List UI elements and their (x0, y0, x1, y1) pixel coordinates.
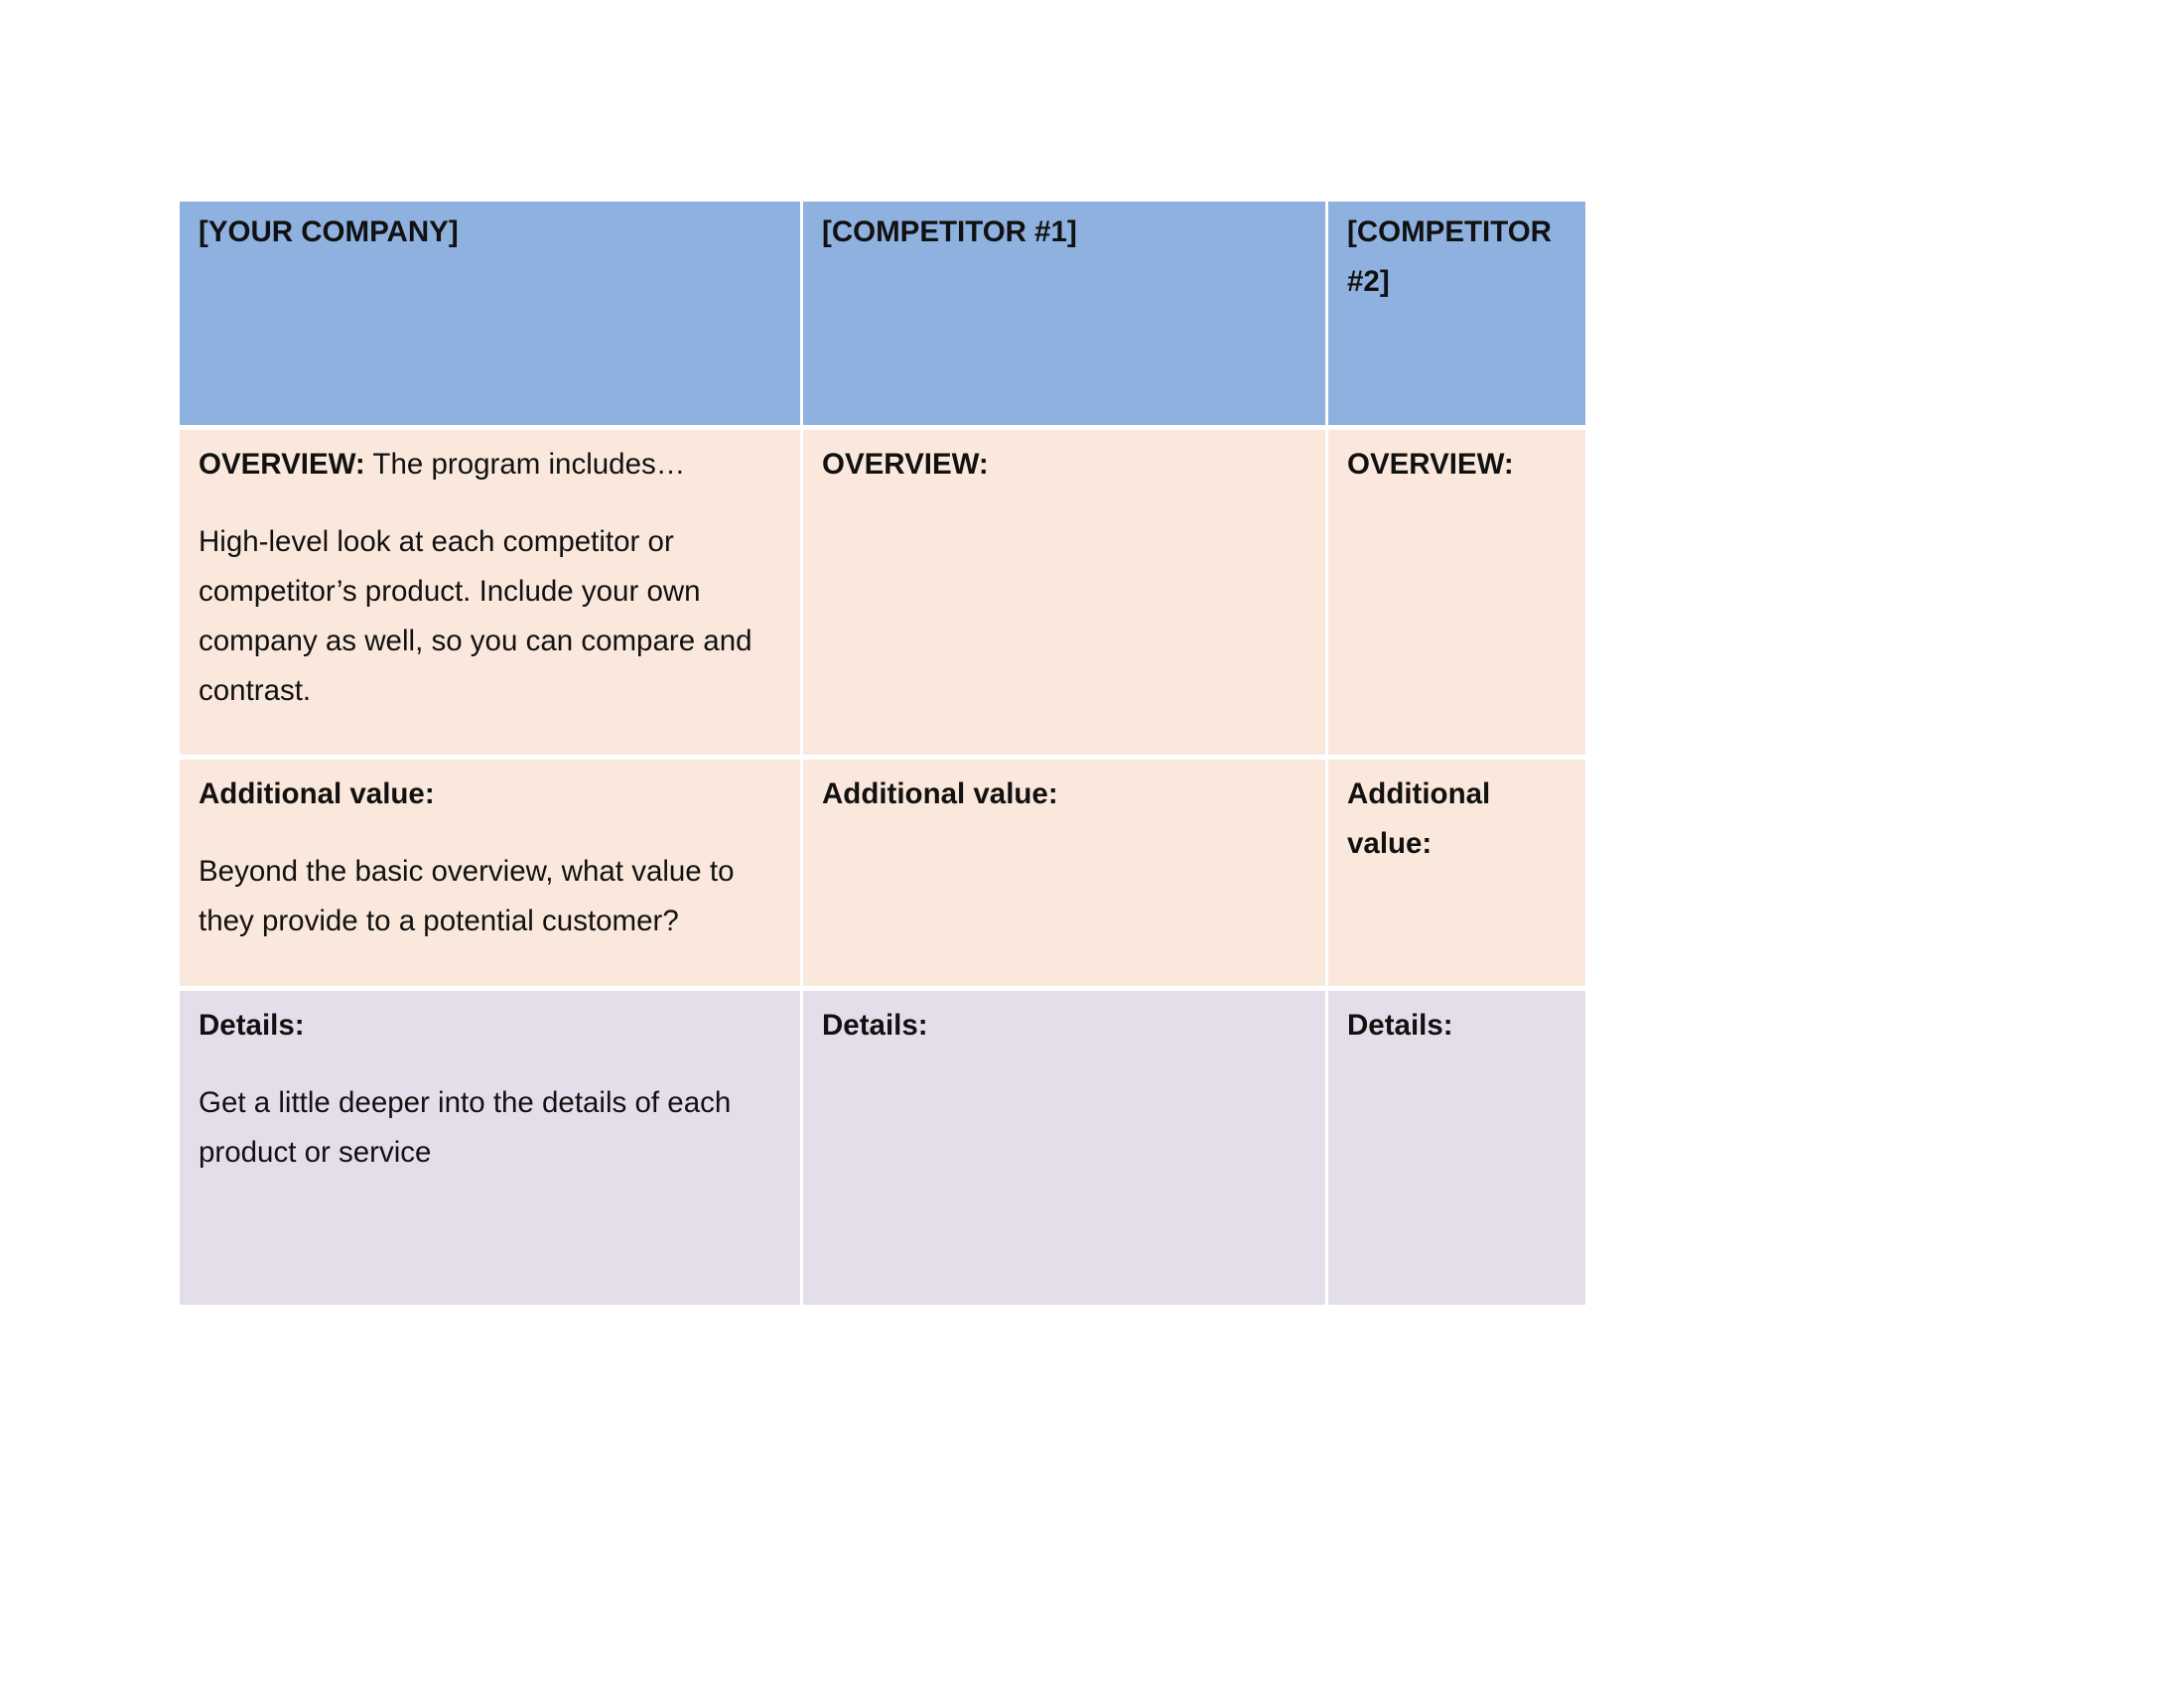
additional-value-label: Additional value: (1347, 777, 1491, 860)
details-label: Details: (199, 1009, 305, 1042)
details-cell-competitor-1 (803, 991, 1325, 1305)
overview-label: OVERVIEW: (1347, 448, 1514, 481)
additional-value-description: Beyond the basic overview, what value to they provide to a potential customer? (199, 855, 735, 937)
overview-label: OVERVIEW: (822, 448, 989, 481)
details-description: Get a little deeper into the details of each product or service (199, 1086, 732, 1169)
overview-cell-your-company (180, 430, 800, 755)
details-label: Details: (822, 1009, 928, 1042)
additional-value-label: Additional value: (199, 777, 435, 810)
overview-cell-competitor-1 (803, 430, 1325, 755)
header-label: [COMPETITOR #2] (1347, 215, 1552, 298)
details-cell-your-company (180, 991, 800, 1305)
header-label: [COMPETITOR #1] (822, 215, 1077, 248)
overview-cell-competitor-2 (1328, 430, 1585, 755)
additional-value-cell-competitor-2 (1328, 760, 1585, 986)
additional-value-cell-your-company (180, 760, 800, 986)
additional-value-label: Additional value: (822, 777, 1058, 810)
header-competitor-1 (803, 202, 1325, 425)
competitor-comparison-table (180, 202, 1585, 1305)
header-competitor-2 (1328, 202, 1585, 425)
overview-label: OVERVIEW: (199, 448, 365, 481)
details-label: Details: (1347, 1009, 1453, 1042)
details-cell-competitor-2 (1328, 991, 1585, 1305)
overview-description: High-level look at each competitor or competitor’s product. Include your own company as well, so you can compare and contrast. (199, 525, 752, 707)
overview-inline-text: The program includes… (364, 448, 686, 481)
additional-value-cell-competitor-1 (803, 760, 1325, 986)
header-label: [YOUR COMPANY] (199, 215, 459, 248)
header-your-company (180, 202, 800, 425)
